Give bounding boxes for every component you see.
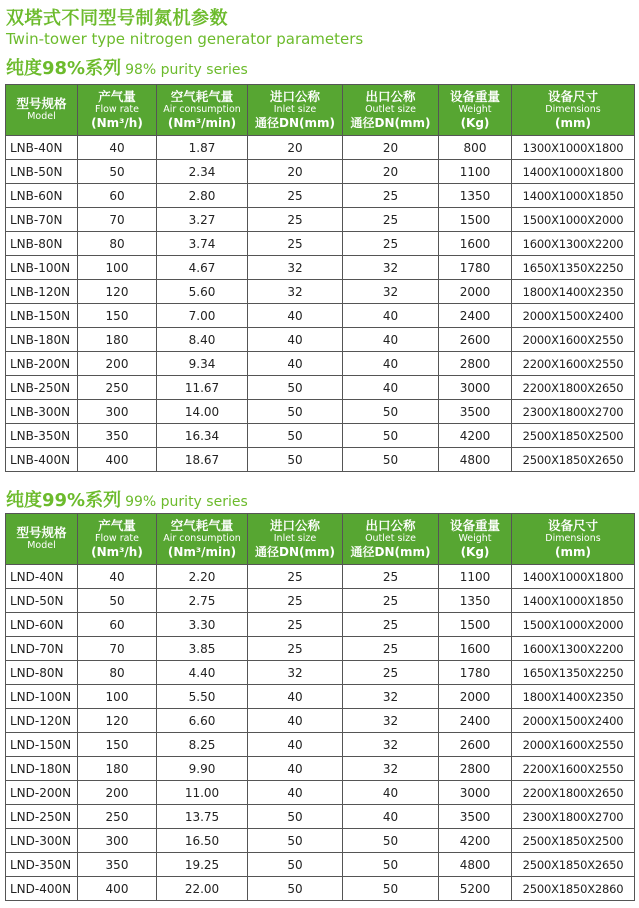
- cell-flow-rate: 150: [78, 304, 157, 328]
- table-row: [6, 661, 635, 685]
- cell-inlet-size: 20: [248, 136, 343, 160]
- cell-air-consumption: 2.80: [157, 184, 248, 208]
- header-label-en: Dimensions: [545, 104, 601, 116]
- cell-air-consumption: 11.67: [157, 376, 248, 400]
- cell-inlet-size: 50: [248, 877, 343, 901]
- cell-outlet-size: 50: [343, 448, 439, 472]
- cell-inlet-size: 50: [248, 376, 343, 400]
- table-row: [6, 208, 635, 232]
- cell-model: LNB-80N: [6, 232, 78, 256]
- header-label-en: Inlet size: [273, 104, 317, 116]
- cell-air-consumption: 9.34: [157, 352, 248, 376]
- cell-flow-rate: 350: [78, 853, 157, 877]
- table-row: [6, 829, 635, 853]
- series-title-99: [6, 486, 248, 512]
- table-row: [6, 637, 635, 661]
- cell-air-consumption: 2.75: [157, 589, 248, 613]
- cell-model: LND-80N: [6, 661, 78, 685]
- header-label-cn: 进口公称: [269, 89, 320, 105]
- header-dimensions: [512, 514, 635, 565]
- cell-flow-rate: 100: [78, 256, 157, 280]
- table-row: [6, 424, 635, 448]
- header-model: [6, 514, 78, 565]
- header-label-cn: 空气耗气量: [170, 518, 234, 534]
- cell-air-consumption: 4.67: [157, 256, 248, 280]
- cell-flow-rate: 50: [78, 160, 157, 184]
- header-unit: 通径DN(mm): [350, 544, 431, 559]
- cell-dimensions: 2500X1850X2650: [512, 448, 635, 472]
- cell-model: LND-200N: [6, 781, 78, 805]
- cell-flow-rate: 180: [78, 328, 157, 352]
- cell-flow-rate: 200: [78, 352, 157, 376]
- cell-flow-rate: 60: [78, 184, 157, 208]
- cell-air-consumption: 9.90: [157, 757, 248, 781]
- header-flow-rate: [78, 85, 157, 136]
- cell-outlet-size: 32: [343, 709, 439, 733]
- header-label-en: Model: [27, 540, 56, 552]
- header-label-en: Weight: [458, 104, 492, 116]
- header-row: [6, 514, 635, 565]
- header-label-cn: 设备尺寸: [547, 518, 598, 534]
- cell-dimensions: 2200X1600X2550: [512, 352, 635, 376]
- header-label-en: Outlet size: [365, 104, 416, 116]
- cell-inlet-size: 50: [248, 448, 343, 472]
- cell-inlet-size: 40: [248, 685, 343, 709]
- cell-weight: 1100: [439, 565, 512, 589]
- cell-weight: 800: [439, 136, 512, 160]
- cell-weight: 2000: [439, 685, 512, 709]
- cell-weight: 2400: [439, 304, 512, 328]
- cell-model: LNB-300N: [6, 400, 78, 424]
- cell-model: LND-40N: [6, 565, 78, 589]
- cell-flow-rate: 200: [78, 781, 157, 805]
- cell-outlet-size: 40: [343, 352, 439, 376]
- cell-inlet-size: 40: [248, 733, 343, 757]
- header-label-cn: 设备尺寸: [547, 89, 598, 105]
- cell-flow-rate: 80: [78, 661, 157, 685]
- cell-model: LNB-150N: [6, 304, 78, 328]
- cell-air-consumption: 5.50: [157, 685, 248, 709]
- header-unit: (Nm³/min): [167, 544, 237, 559]
- header-label-en: Model: [27, 111, 56, 123]
- cell-weight: 3500: [439, 400, 512, 424]
- cell-flow-rate: 300: [78, 400, 157, 424]
- cell-weight: 2800: [439, 352, 512, 376]
- cell-dimensions: 2000X1500X2400: [512, 709, 635, 733]
- cell-dimensions: 2500X1850X2500: [512, 829, 635, 853]
- cell-flow-rate: 250: [78, 376, 157, 400]
- header-weight: [439, 514, 512, 565]
- cell-inlet-size: 50: [248, 853, 343, 877]
- cell-outlet-size: 32: [343, 733, 439, 757]
- page-title: 双塔式不同型号制氮机参数: [6, 8, 228, 29]
- cell-air-consumption: 19.25: [157, 853, 248, 877]
- cell-weight: 4200: [439, 829, 512, 853]
- table-row: [6, 160, 635, 184]
- table-row: [6, 232, 635, 256]
- cell-model: LNB-40N: [6, 136, 78, 160]
- cell-outlet-size: 32: [343, 256, 439, 280]
- cell-model: LND-70N: [6, 637, 78, 661]
- header-unit: (mm): [555, 544, 591, 559]
- series-title-cn: 纯度98%系列: [6, 58, 122, 79]
- header-unit: 通径DN(mm): [255, 544, 335, 559]
- cell-model: LND-300N: [6, 829, 78, 853]
- header-outlet-size: [343, 85, 439, 136]
- cell-inlet-size: 40: [248, 352, 343, 376]
- cell-outlet-size: 50: [343, 877, 439, 901]
- table-row: [6, 877, 635, 901]
- cell-weight: 1600: [439, 232, 512, 256]
- cell-weight: 2800: [439, 757, 512, 781]
- cell-air-consumption: 8.40: [157, 328, 248, 352]
- cell-inlet-size: 25: [248, 184, 343, 208]
- cell-model: LND-100N: [6, 685, 78, 709]
- cell-flow-rate: 50: [78, 589, 157, 613]
- table-row: [6, 280, 635, 304]
- header-unit: 通径DN(mm): [350, 115, 431, 130]
- header-label-cn: 设备重量: [449, 518, 500, 534]
- table-row: [6, 709, 635, 733]
- cell-inlet-size: 25: [248, 589, 343, 613]
- table-row: [6, 448, 635, 472]
- cell-air-consumption: 22.00: [157, 877, 248, 901]
- cell-dimensions: 1650X1350X2250: [512, 256, 635, 280]
- header-unit: (Kg): [460, 544, 490, 559]
- header-label-en: Flow rate: [94, 533, 139, 545]
- cell-outlet-size: 25: [343, 661, 439, 685]
- header-model: [6, 85, 78, 136]
- header-label-cn: 产气量: [98, 518, 136, 534]
- cell-flow-rate: 300: [78, 829, 157, 853]
- header-label-en: Outlet size: [365, 533, 416, 545]
- cell-model: LNB-350N: [6, 424, 78, 448]
- cell-dimensions: 2000X1600X2550: [512, 733, 635, 757]
- cell-air-consumption: 5.60: [157, 280, 248, 304]
- header-air-consumption: [157, 85, 248, 136]
- cell-flow-rate: 100: [78, 685, 157, 709]
- cell-inlet-size: 40: [248, 709, 343, 733]
- cell-flow-rate: 180: [78, 757, 157, 781]
- table-row: [6, 400, 635, 424]
- header-label-en: Dimensions: [545, 533, 601, 545]
- cell-outlet-size: 32: [343, 757, 439, 781]
- table-row: [6, 304, 635, 328]
- cell-inlet-size: 32: [248, 661, 343, 685]
- cell-weight: 1780: [439, 661, 512, 685]
- cell-dimensions: 1400X1000X1850: [512, 184, 635, 208]
- series-title-98: [6, 54, 248, 80]
- cell-weight: 1350: [439, 589, 512, 613]
- cell-flow-rate: 400: [78, 877, 157, 901]
- cell-air-consumption: 16.50: [157, 829, 248, 853]
- cell-model: LNB-60N: [6, 184, 78, 208]
- table-row: [6, 685, 635, 709]
- cell-inlet-size: 25: [248, 565, 343, 589]
- cell-model: LND-180N: [6, 757, 78, 781]
- cell-air-consumption: 14.00: [157, 400, 248, 424]
- table-row: [6, 781, 635, 805]
- cell-model: LND-150N: [6, 733, 78, 757]
- header-label-cn: 产气量: [98, 89, 136, 105]
- cell-dimensions: 2200X1800X2650: [512, 781, 635, 805]
- cell-flow-rate: 80: [78, 232, 157, 256]
- cell-weight: 1600: [439, 637, 512, 661]
- header-unit: (mm): [555, 115, 591, 130]
- cell-model: LNB-120N: [6, 280, 78, 304]
- cell-inlet-size: 50: [248, 424, 343, 448]
- cell-outlet-size: 25: [343, 565, 439, 589]
- table-row: [6, 853, 635, 877]
- cell-outlet-size: 25: [343, 637, 439, 661]
- cell-weight: 4800: [439, 853, 512, 877]
- header-label-en: Air consumption: [163, 533, 241, 545]
- cell-air-consumption: 11.00: [157, 781, 248, 805]
- cell-outlet-size: 20: [343, 136, 439, 160]
- cell-dimensions: 1800X1400X2350: [512, 685, 635, 709]
- cell-inlet-size: 25: [248, 613, 343, 637]
- cell-air-consumption: 3.30: [157, 613, 248, 637]
- cell-weight: 3500: [439, 805, 512, 829]
- header-inlet-size: [248, 514, 343, 565]
- cell-flow-rate: 70: [78, 208, 157, 232]
- cell-outlet-size: 40: [343, 304, 439, 328]
- cell-air-consumption: 2.20: [157, 565, 248, 589]
- cell-model: LND-60N: [6, 613, 78, 637]
- header-label-cn: 空气耗气量: [170, 89, 234, 105]
- cell-outlet-size: 32: [343, 280, 439, 304]
- cell-inlet-size: 40: [248, 328, 343, 352]
- cell-weight: 1500: [439, 613, 512, 637]
- table-row: [6, 565, 635, 589]
- cell-dimensions: 1400X1000X1850: [512, 589, 635, 613]
- cell-model: LND-50N: [6, 589, 78, 613]
- table-row: [6, 136, 635, 160]
- header-unit: (Nm³/h): [91, 115, 143, 130]
- cell-inlet-size: 32: [248, 256, 343, 280]
- table-row: [6, 328, 635, 352]
- cell-inlet-size: 25: [248, 637, 343, 661]
- cell-dimensions: 2000X1600X2550: [512, 328, 635, 352]
- cell-outlet-size: 32: [343, 685, 439, 709]
- cell-outlet-size: 40: [343, 805, 439, 829]
- cell-dimensions: 2500X1850X2500: [512, 424, 635, 448]
- header-flow-rate: [78, 514, 157, 565]
- cell-model: LND-350N: [6, 853, 78, 877]
- cell-inlet-size: 40: [248, 757, 343, 781]
- parameters-table-99: [5, 513, 635, 901]
- cell-outlet-size: 25: [343, 208, 439, 232]
- cell-model: LNB-400N: [6, 448, 78, 472]
- table-row: [6, 352, 635, 376]
- cell-outlet-size: 20: [343, 160, 439, 184]
- cell-dimensions: 2200X1600X2550: [512, 757, 635, 781]
- header-inlet-size: [248, 85, 343, 136]
- cell-flow-rate: 40: [78, 136, 157, 160]
- cell-flow-rate: 350: [78, 424, 157, 448]
- cell-outlet-size: 25: [343, 232, 439, 256]
- cell-air-consumption: 3.74: [157, 232, 248, 256]
- cell-weight: 2600: [439, 733, 512, 757]
- cell-outlet-size: 50: [343, 829, 439, 853]
- cell-outlet-size: 25: [343, 613, 439, 637]
- table-row: [6, 376, 635, 400]
- cell-outlet-size: 40: [343, 328, 439, 352]
- cell-outlet-size: 25: [343, 589, 439, 613]
- page-subtitle: Twin-tower type nitrogen generator parameters: [6, 30, 364, 48]
- cell-inlet-size: 40: [248, 781, 343, 805]
- cell-dimensions: 2000X1500X2400: [512, 304, 635, 328]
- cell-air-consumption: 3.85: [157, 637, 248, 661]
- cell-flow-rate: 120: [78, 709, 157, 733]
- cell-weight: 2000: [439, 280, 512, 304]
- cell-model: LND-400N: [6, 877, 78, 901]
- cell-flow-rate: 60: [78, 613, 157, 637]
- table-row: [6, 184, 635, 208]
- series-title-cn: 纯度99%系列: [6, 490, 122, 511]
- cell-flow-rate: 40: [78, 565, 157, 589]
- cell-inlet-size: 50: [248, 805, 343, 829]
- cell-flow-rate: 120: [78, 280, 157, 304]
- cell-inlet-size: 25: [248, 208, 343, 232]
- cell-outlet-size: 25: [343, 184, 439, 208]
- header-label-cn: 型号规格: [16, 525, 67, 541]
- cell-air-consumption: 3.27: [157, 208, 248, 232]
- cell-model: LNB-250N: [6, 376, 78, 400]
- cell-inlet-size: 20: [248, 160, 343, 184]
- header-label-cn: 设备重量: [449, 89, 500, 105]
- cell-model: LND-250N: [6, 805, 78, 829]
- cell-flow-rate: 400: [78, 448, 157, 472]
- header-weight: [439, 85, 512, 136]
- cell-model: LND-120N: [6, 709, 78, 733]
- header-unit: 通径DN(mm): [255, 115, 335, 130]
- cell-dimensions: 1650X1350X2250: [512, 661, 635, 685]
- header-label-en: Flow rate: [94, 104, 139, 116]
- header-label-en: Weight: [458, 533, 492, 545]
- cell-weight: 2600: [439, 328, 512, 352]
- series-title-en: 99% purity series: [125, 494, 248, 510]
- cell-dimensions: 2200X1800X2650: [512, 376, 635, 400]
- cell-weight: 1100: [439, 160, 512, 184]
- cell-weight: 3000: [439, 781, 512, 805]
- header-unit: (Nm³/min): [167, 115, 237, 130]
- header-air-consumption: [157, 514, 248, 565]
- cell-flow-rate: 70: [78, 637, 157, 661]
- cell-dimensions: 2500X1850X2650: [512, 853, 635, 877]
- cell-dimensions: 2500X1850X2860: [512, 877, 635, 901]
- cell-air-consumption: 2.34: [157, 160, 248, 184]
- table-row: [6, 805, 635, 829]
- cell-outlet-size: 50: [343, 853, 439, 877]
- header-row: [6, 85, 635, 136]
- cell-inlet-size: 40: [248, 304, 343, 328]
- cell-air-consumption: 8.25: [157, 733, 248, 757]
- cell-air-consumption: 4.40: [157, 661, 248, 685]
- cell-air-consumption: 7.00: [157, 304, 248, 328]
- header-unit: (Nm³/h): [91, 544, 143, 559]
- series-title-en: 98% purity series: [125, 62, 248, 78]
- cell-air-consumption: 13.75: [157, 805, 248, 829]
- header-label-en: Inlet size: [273, 533, 317, 545]
- table-row: [6, 733, 635, 757]
- cell-weight: 4200: [439, 424, 512, 448]
- table-row: [6, 256, 635, 280]
- cell-model: LNB-100N: [6, 256, 78, 280]
- cell-weight: 2400: [439, 709, 512, 733]
- header-label-cn: 出口公称: [365, 89, 416, 105]
- cell-weight: 4800: [439, 448, 512, 472]
- cell-weight: 5200: [439, 877, 512, 901]
- table-row: [6, 613, 635, 637]
- header-label-en: Air consumption: [163, 104, 241, 116]
- cell-outlet-size: 40: [343, 376, 439, 400]
- cell-dimensions: 1600X1300X2200: [512, 637, 635, 661]
- cell-inlet-size: 50: [248, 829, 343, 853]
- cell-dimensions: 1500X1000X2000: [512, 208, 635, 232]
- cell-weight: 1500: [439, 208, 512, 232]
- table-row: [6, 589, 635, 613]
- cell-outlet-size: 40: [343, 781, 439, 805]
- header-label-cn: 出口公称: [365, 518, 416, 534]
- cell-dimensions: 1800X1400X2350: [512, 280, 635, 304]
- cell-dimensions: 1300X1000X1800: [512, 136, 635, 160]
- cell-dimensions: 2300X1800X2700: [512, 400, 635, 424]
- cell-dimensions: 1600X1300X2200: [512, 232, 635, 256]
- cell-model: LNB-70N: [6, 208, 78, 232]
- cell-flow-rate: 250: [78, 805, 157, 829]
- cell-air-consumption: 16.34: [157, 424, 248, 448]
- header-outlet-size: [343, 514, 439, 565]
- cell-inlet-size: 32: [248, 280, 343, 304]
- header-label-cn: 进口公称: [269, 518, 320, 534]
- cell-outlet-size: 50: [343, 400, 439, 424]
- cell-dimensions: 1400X1000X1800: [512, 160, 635, 184]
- cell-inlet-size: 50: [248, 400, 343, 424]
- cell-air-consumption: 1.87: [157, 136, 248, 160]
- header-label-cn: 型号规格: [16, 96, 67, 112]
- cell-inlet-size: 25: [248, 232, 343, 256]
- cell-dimensions: 1500X1000X2000: [512, 613, 635, 637]
- cell-weight: 3000: [439, 376, 512, 400]
- header-dimensions: [512, 85, 635, 136]
- parameters-table-98: [5, 84, 635, 472]
- cell-flow-rate: 150: [78, 733, 157, 757]
- cell-outlet-size: 50: [343, 424, 439, 448]
- cell-air-consumption: 18.67: [157, 448, 248, 472]
- cell-model: LNB-50N: [6, 160, 78, 184]
- cell-model: LNB-180N: [6, 328, 78, 352]
- cell-dimensions: 1400X1000X1800: [512, 565, 635, 589]
- cell-model: LNB-200N: [6, 352, 78, 376]
- cell-air-consumption: 6.60: [157, 709, 248, 733]
- header-unit: (Kg): [460, 115, 490, 130]
- table-row: [6, 757, 635, 781]
- cell-weight: 1350: [439, 184, 512, 208]
- cell-weight: 1780: [439, 256, 512, 280]
- cell-dimensions: 2300X1800X2700: [512, 805, 635, 829]
